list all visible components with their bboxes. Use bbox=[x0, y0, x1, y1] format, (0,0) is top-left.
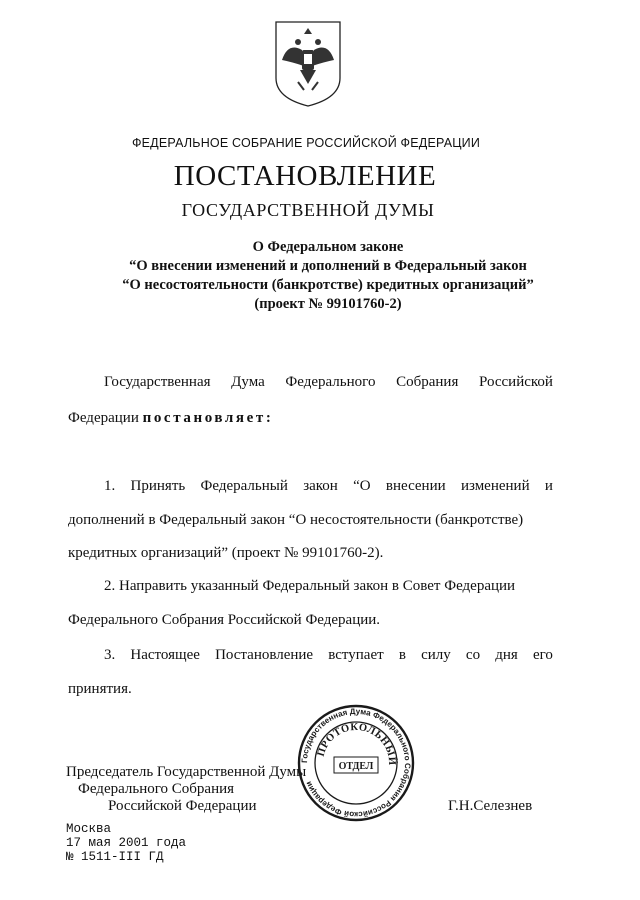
item-1-line-2: дополнений в Федеральный закон “О несостоятельности (банкротстве) bbox=[68, 512, 524, 528]
word: Постановление bbox=[215, 647, 314, 663]
item-2-line-1: 2. Направить указанный Федеральный закон в Совет Федерации bbox=[104, 578, 516, 594]
item-1-line-3: кредитных организаций” (проект № 99101760-2). bbox=[68, 545, 384, 561]
word: 1. bbox=[104, 478, 116, 494]
word: со bbox=[465, 647, 481, 663]
signatory-title-2: Федерального Собрания bbox=[78, 781, 235, 797]
round-stamp bbox=[296, 703, 416, 823]
word: 3. bbox=[104, 647, 116, 663]
subject-line-3: “О несостоятельности (банкротстве) кредитных организаций” bbox=[122, 277, 534, 293]
subject-line-4: (проект № 99101760-2) bbox=[254, 296, 402, 312]
preamble-line-2 bbox=[68, 410, 273, 427]
document-title: ПОСТАНОВЛЕНИЕ bbox=[173, 160, 437, 192]
word: силу bbox=[421, 647, 451, 663]
signatory-title-1: Председатель Государственной Думы bbox=[66, 764, 307, 780]
city: Москва bbox=[66, 822, 112, 836]
document-number: № 1511-III ГД bbox=[66, 850, 164, 864]
document-subtitle: ГОСУДАРСТВЕННОЙ ДУМЫ bbox=[181, 200, 435, 220]
word: Дума bbox=[231, 374, 265, 390]
item-2-line-2: Федерального Собрания Российской Федерации. bbox=[68, 612, 381, 628]
word: Российской bbox=[479, 374, 553, 390]
signatory-title-3: Российской Федерации bbox=[108, 798, 257, 814]
word: изменений bbox=[460, 478, 530, 494]
item-3-line-2: принятия. bbox=[68, 681, 132, 697]
subject-line-2: “О внесении изменений и дополнений в Федеральный закон bbox=[129, 258, 527, 274]
word: Федеральный bbox=[200, 478, 288, 494]
date: 17 мая 2001 года bbox=[66, 836, 187, 850]
stamp-outer-text: Государственная Дума Федерального Собрания Российской Федерации bbox=[299, 706, 413, 820]
subject-line-1: О Федеральном законе bbox=[252, 239, 404, 255]
word: Государственная bbox=[104, 374, 211, 390]
item-3-line-1 bbox=[104, 647, 553, 664]
word: в bbox=[398, 647, 406, 663]
stamp-inner-text: ПРОТОКОЛЬНЫЙ bbox=[315, 721, 398, 766]
word: его bbox=[532, 647, 553, 663]
word: Принять bbox=[130, 478, 186, 494]
word: закон bbox=[303, 478, 338, 494]
preamble-text: Федерации bbox=[68, 410, 143, 426]
word: дня bbox=[495, 647, 518, 663]
signatory-name: Г.Н.Селезнев bbox=[448, 798, 533, 814]
word: Настоящее bbox=[130, 647, 200, 663]
word: вступает bbox=[328, 647, 384, 663]
parliament-heading: ФЕДЕРАЛЬНОЕ СОБРАНИЕ РОССИЙСКОЙ ФЕДЕРАЦИИ bbox=[131, 136, 481, 150]
stamp-center-text: ОТДЕЛ bbox=[338, 761, 374, 772]
item-1-line-1 bbox=[104, 478, 553, 495]
word: внесении bbox=[385, 478, 446, 494]
word: Собрания bbox=[396, 374, 459, 390]
word: Федерального bbox=[285, 374, 376, 390]
coat-of-arms-emblem bbox=[274, 20, 342, 108]
resolves-word: постановляет: bbox=[142, 410, 274, 426]
preamble-line-1 bbox=[104, 374, 553, 391]
word: “О bbox=[353, 478, 371, 494]
word: и bbox=[544, 478, 553, 494]
